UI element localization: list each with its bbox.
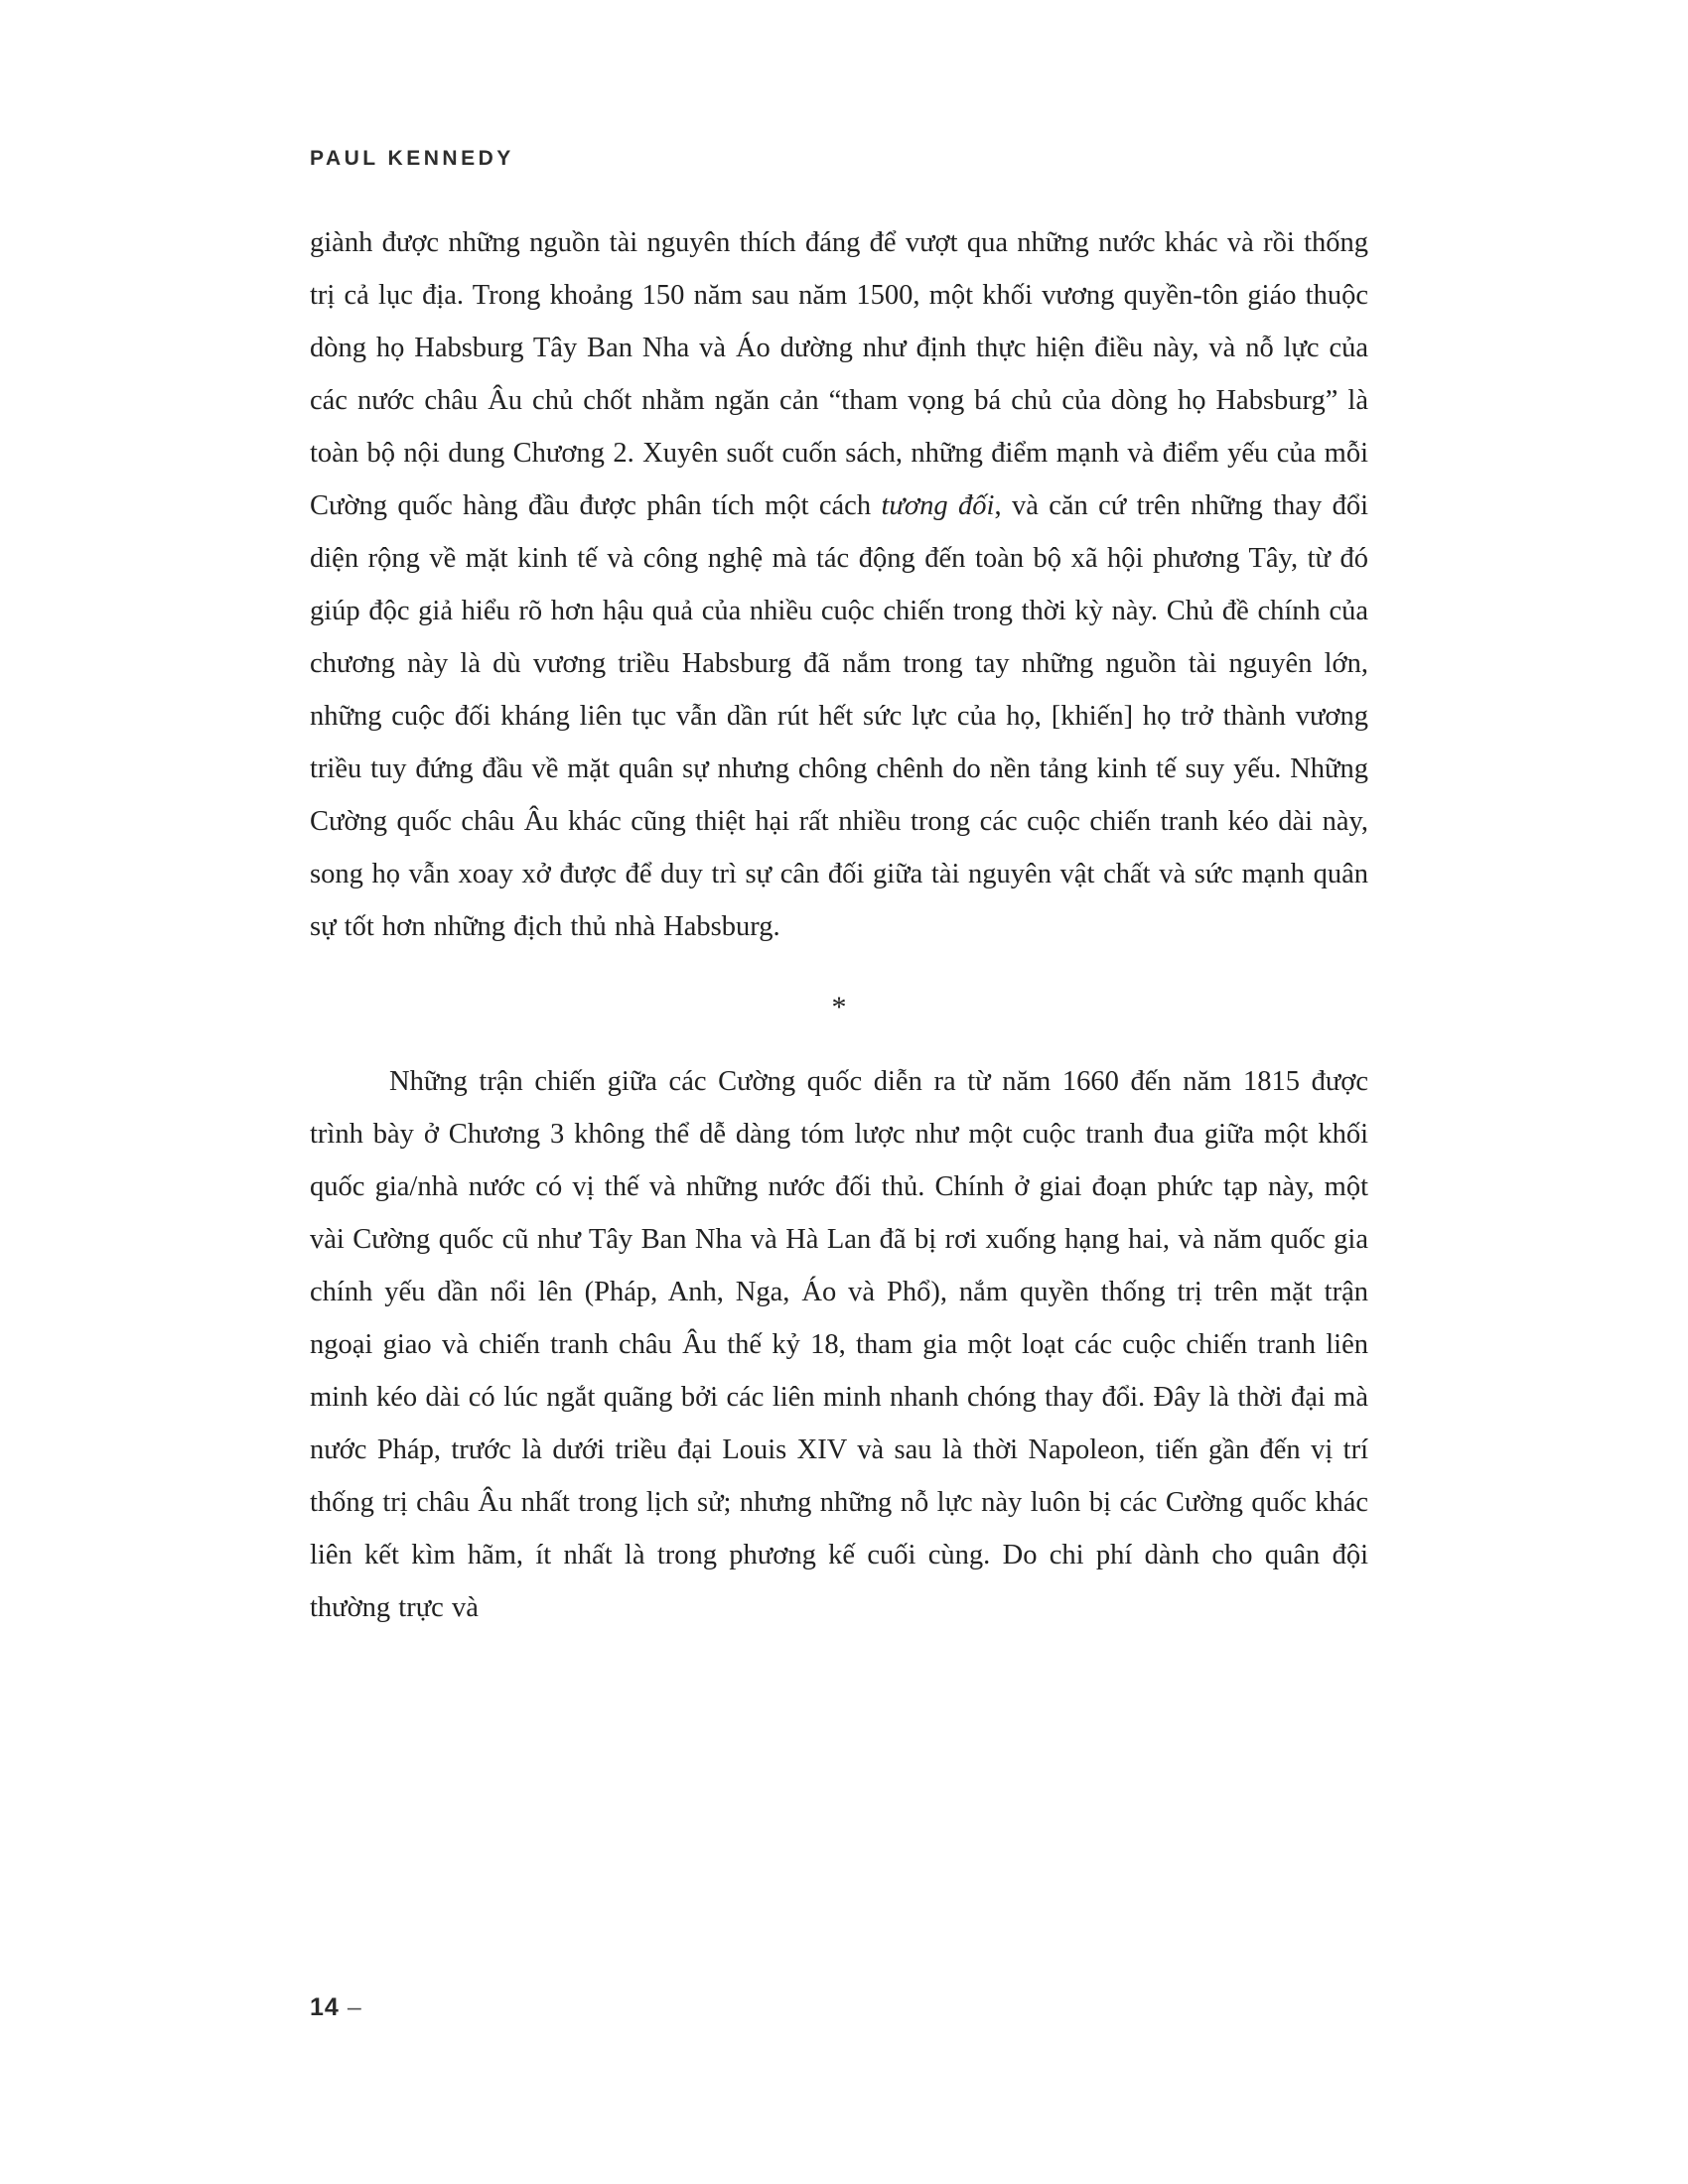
paragraph-1-text-after-italic: , và căn cứ trên những thay đổi diện rộng về mặt kinh tế và công nghệ mà tác động đến toàn bộ xã hội phương Tây, từ đó giúp độc giả hiểu rõ hơn hậu quả của nhiều cuộc chiến trong thời kỳ này. Chủ đề chính của chương này là dù vương triều Habsburg đã nắm trong tay những nguồn tài nguyên lớn, những cuộc đối kháng liên tục vẫn dần rút hết sức lực của họ, [khiến] họ trở thành vương triều tuy đứng đầu về mặt quân sự nhưng chông chênh do nền tảng kinh tế suy yếu. Những Cường quốc châu Âu khác cũng thiệt hại rất nhiều trong các cuộc chiến tranh kéo dài này, song họ vẫn xoay xở được để duy trì sự cân đối giữa tài nguyên vật chất và sức mạnh quân sự tốt hơn những địch thủ nhà Habsburg.	[310, 490, 1368, 942]
page-footer	[310, 1993, 362, 2022]
section-separator-asterisk: *	[831, 991, 847, 1024]
italic-phrase: tương đối	[881, 490, 995, 521]
body-text	[310, 216, 1368, 1634]
page-number-dash: –	[347, 1993, 362, 2021]
paragraph-1	[310, 216, 1368, 953]
page-number: 14	[310, 1993, 340, 2021]
paragraph-1-text-before-italic: giành được những nguồn tài nguyên thích đáng để vượt qua những nước khác và rồi thống trị cả lục địa. Trong khoảng 150 năm sau năm 1500, một khối vương quyền-tôn giáo thuộc dòng họ Habsburg Tây Ban Nha và Áo dường như định thực hiện điều này, và nỗ lực của các nước châu Âu chủ chốt nhằm ngăn cản “tham vọng bá chủ của dòng họ Habsburg” là toàn bộ nội dung Chương 2. Xuyên suốt cuốn sách, những điểm mạnh và điểm yếu của mỗi Cường quốc hàng đầu được phân tích một cách	[310, 227, 1368, 521]
paragraph-2: Những trận chiến giữa các Cường quốc diễn ra từ năm 1660 đến năm 1815 được trình bày ở Chương 3 không thể dễ dàng tóm lược như một cuộc tranh đua giữa một khối quốc gia/nhà nước có vị thế và những nước đối thủ. Chính ở giai đoạn phức tạp này, một vài Cường quốc cũ như Tây Ban Nha và Hà Lan đã bị rơi xuống hạng hai, và năm quốc gia chính yếu dần nổi lên (Pháp, Anh, Nga, Áo và Phổ), nắm quyền thống trị trên mặt trận ngoại giao và chiến tranh châu Âu thế kỷ 18, tham gia một loạt các cuộc chiến tranh liên minh kéo dài có lúc ngắt quãng bởi các liên minh nhanh chóng thay đổi. Đây là thời đại mà nước Pháp, trước là dưới triều đại Louis XIV và sau là thời Napoleon, tiến gần đến vị trí thống trị châu Âu nhất trong lịch sử; nhưng những nỗ lực này luôn bị các Cường quốc khác liên kết kìm hãm, ít nhất là trong phương kế cuối cùng. Do chi phí dành cho quân đội thường trực và	[310, 1066, 1368, 1623]
running-header: PAUL KENNEDY	[310, 147, 514, 170]
